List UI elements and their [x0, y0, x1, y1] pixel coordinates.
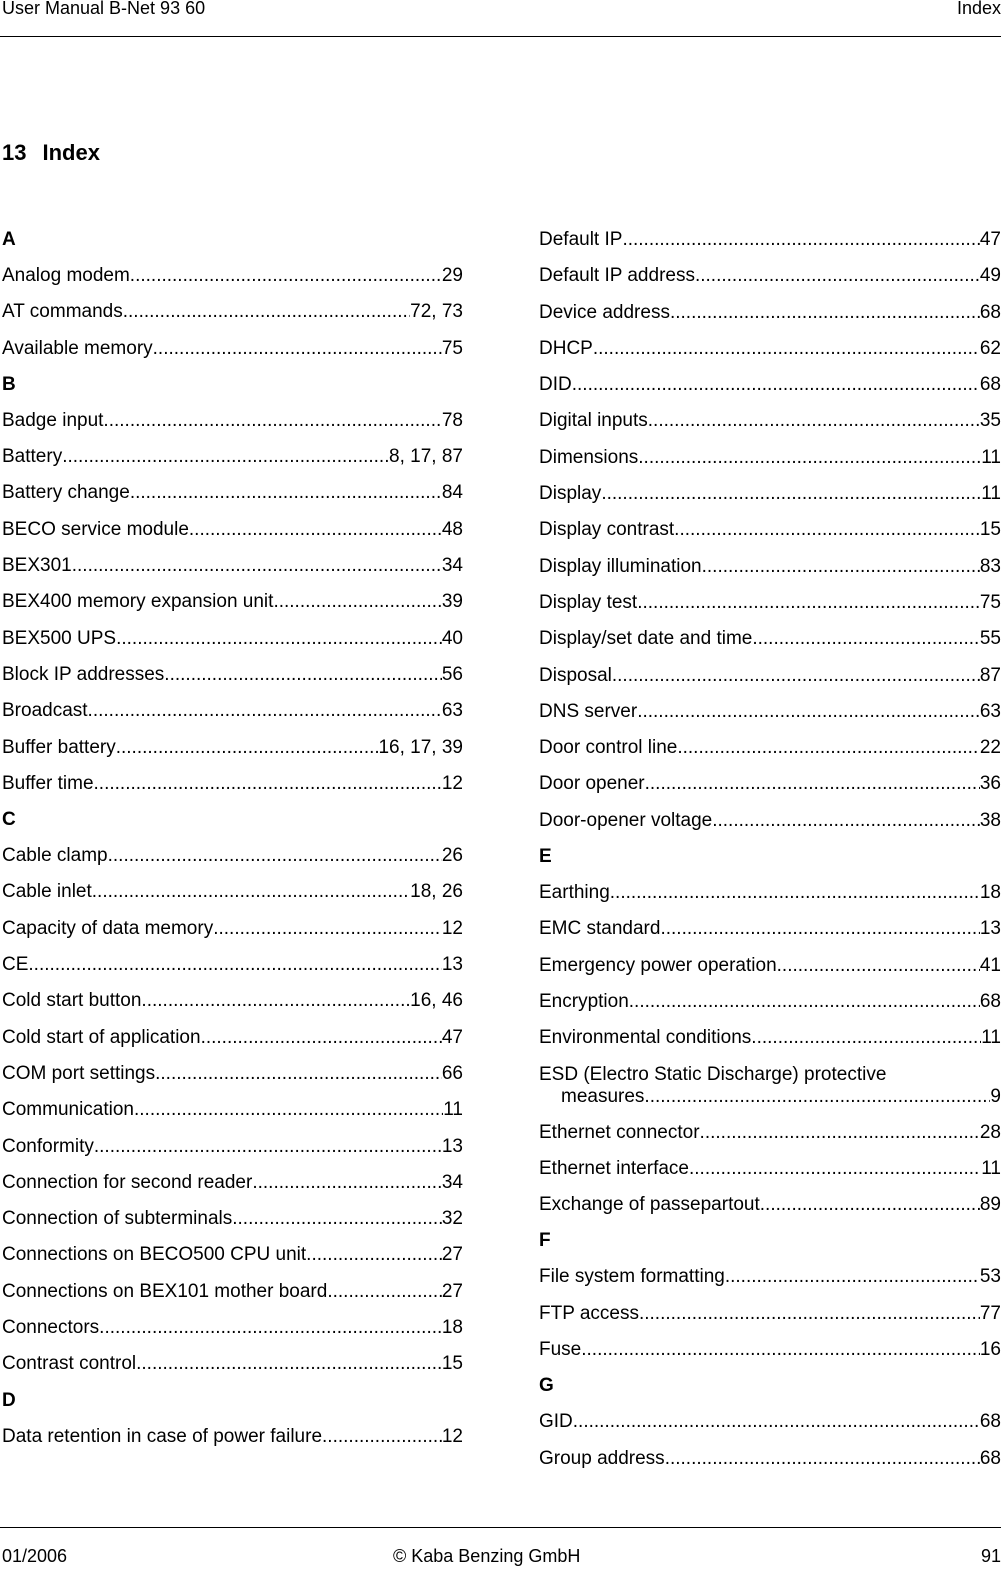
- index-page-refs: 13: [979, 918, 1001, 940]
- index-term-rest: measures: [561, 1085, 645, 1107]
- index-term: Cable inlet: [2, 881, 92, 903]
- index-page-refs: 29: [441, 265, 463, 286]
- index-page-refs: 63: [441, 700, 463, 722]
- index-entry[interactable]: [2, 1346, 463, 1382]
- dot-leader: [153, 331, 442, 367]
- dot-leader: [725, 1259, 980, 1295]
- index-page-refs: 18, 26: [410, 881, 463, 903]
- dot-leader: [92, 874, 410, 910]
- page-header: [0, 0, 1001, 37]
- index-page-refs: 18: [979, 882, 1001, 904]
- dot-leader: [273, 584, 441, 620]
- dot-leader: [639, 1296, 980, 1332]
- index-entry[interactable]: [539, 1332, 1001, 1368]
- dot-leader: [665, 1441, 980, 1477]
- index-entry[interactable]: [539, 1441, 1001, 1477]
- index-page-refs: 40: [441, 627, 463, 649]
- dot-leader: [232, 1201, 442, 1237]
- dot-leader: [130, 475, 442, 511]
- footer-copyright: © Kaba Benzing GmbH: [393, 1546, 581, 1566]
- dot-leader: [622, 222, 979, 258]
- dot-leader: [689, 1151, 981, 1187]
- dot-leader: [322, 1419, 442, 1455]
- dot-leader: [777, 948, 980, 984]
- index-entry[interactable]: [539, 1151, 1001, 1187]
- index-term: EMC standard: [539, 918, 661, 940]
- dot-leader: [637, 694, 980, 730]
- index-entry[interactable]: [2, 1201, 463, 1237]
- dot-leader: [677, 730, 980, 766]
- index-entry[interactable]: [539, 258, 1001, 294]
- index-term: BEX500 UPS: [2, 627, 117, 649]
- index-entry[interactable]: [2, 475, 463, 511]
- index-term: ESD (Electro Static Discharge) protective: [539, 1063, 887, 1085]
- index-term: Display: [539, 483, 602, 505]
- index-page-refs: 11: [981, 1157, 1001, 1179]
- dot-leader: [94, 766, 442, 802]
- index-entry[interactable]: [539, 549, 1001, 585]
- index-term: Device address: [539, 301, 670, 323]
- index-term: Battery change: [2, 482, 130, 504]
- index-page-refs: 11: [981, 446, 1001, 468]
- index-page-refs: 47: [979, 229, 1001, 250]
- dot-leader: [645, 766, 980, 802]
- index-term: DID: [539, 374, 572, 396]
- index-entry[interactable]: [539, 875, 1001, 911]
- index-term: Capacity of data memory: [2, 917, 214, 939]
- index-page-refs: 15: [441, 1353, 463, 1375]
- dot-leader: [72, 548, 442, 584]
- index-term: GID: [539, 1411, 573, 1433]
- index-term: DNS server: [539, 700, 638, 722]
- index-column-right: [539, 222, 1001, 1477]
- index-term: Encryption: [539, 990, 629, 1012]
- index-term: Buffer time: [2, 772, 94, 794]
- dot-leader: [660, 911, 979, 947]
- index-term: Disposal: [539, 664, 612, 686]
- index-letter-heading: C: [2, 809, 16, 831]
- index-term: BECO service module: [2, 518, 189, 540]
- header-document-title: User Manual B-Net 93 60: [2, 0, 206, 18]
- index-page-refs: 47: [441, 1026, 463, 1048]
- index-entry[interactable]: [539, 984, 1001, 1020]
- index-entry[interactable]: [2, 838, 463, 874]
- index-term: COM port settings: [2, 1062, 156, 1084]
- index-letter-heading: D: [2, 1389, 16, 1411]
- dot-leader: [702, 549, 980, 585]
- index-entry[interactable]: [2, 730, 463, 766]
- dot-leader: [670, 295, 980, 331]
- index-page-refs: 8, 17, 87: [389, 446, 463, 468]
- index-term: Block IP addresses: [2, 663, 165, 685]
- dot-leader: [116, 621, 442, 657]
- index-term: Cold start of application: [2, 1026, 201, 1048]
- index-entry[interactable]: [2, 1092, 463, 1128]
- index-entry[interactable]: [539, 367, 1001, 403]
- dot-leader: [581, 1332, 980, 1368]
- index-term: Connectors: [2, 1317, 100, 1339]
- index-page-refs: 84: [441, 482, 463, 504]
- index-entry[interactable]: [539, 1020, 1001, 1056]
- index-page-refs: 68: [979, 990, 1001, 1012]
- dot-leader: [593, 331, 980, 367]
- dot-leader: [751, 1020, 981, 1056]
- index-entry[interactable]: [539, 1404, 1001, 1440]
- dot-leader: [134, 1092, 443, 1128]
- index-term: BEX301: [2, 555, 72, 577]
- index-entry[interactable]: [539, 440, 1001, 476]
- index-term: FTP access: [539, 1302, 639, 1324]
- dot-leader: [752, 621, 980, 657]
- index-page-refs: 53: [979, 1266, 1001, 1288]
- index-page-refs: 13: [441, 954, 463, 976]
- index-term: AT commands: [2, 301, 123, 323]
- dot-leader: [99, 1310, 442, 1346]
- dot-leader: [610, 875, 980, 911]
- dot-leader: [136, 1346, 442, 1382]
- index-entry[interactable]: [2, 1129, 463, 1165]
- dot-leader: [108, 838, 442, 874]
- index-entry[interactable]: [539, 1259, 1001, 1295]
- dot-leader: [644, 1086, 990, 1108]
- index-term: Environmental conditions: [539, 1027, 752, 1049]
- index-page-refs: 13: [441, 1135, 463, 1157]
- index-entry[interactable]: [2, 548, 463, 584]
- index-page-refs: 12: [441, 917, 463, 939]
- index-page-refs: 15: [979, 519, 1001, 541]
- index-entry[interactable]: [539, 730, 1001, 766]
- dot-leader: [629, 984, 980, 1020]
- index-term: Default IP: [539, 229, 623, 250]
- index-entry[interactable]: [539, 766, 1001, 802]
- index-page-refs: 68: [979, 374, 1001, 396]
- index-term: Badge input: [2, 409, 104, 431]
- index-page-refs: 34: [441, 555, 463, 577]
- dot-leader: [695, 258, 980, 294]
- footer-date: 01/2006: [2, 1546, 68, 1566]
- dot-leader: [700, 1115, 980, 1151]
- index-page-refs: 55: [979, 628, 1001, 650]
- index-entry[interactable]: [2, 621, 463, 657]
- chapter-number: 13: [2, 140, 27, 165]
- dot-leader: [573, 1404, 980, 1440]
- index-page-refs: 41: [979, 954, 1001, 976]
- index-term-continuation: [539, 1086, 1001, 1108]
- page-title: [2, 140, 100, 166]
- index-page-refs: 26: [441, 845, 463, 867]
- index-entry[interactable]: [539, 911, 1001, 947]
- index-letter-heading: E: [539, 846, 552, 868]
- index-term: Display/set date and time: [539, 628, 753, 650]
- index-entry[interactable]: [539, 803, 1001, 839]
- index-term: DHCP: [539, 337, 593, 359]
- index-entry[interactable]: [2, 1274, 463, 1310]
- index-term: Battery: [2, 446, 63, 468]
- index-entry[interactable]: [539, 331, 1001, 367]
- index-term: Emergency power operation: [539, 954, 777, 976]
- index-page-refs: 16: [979, 1339, 1001, 1361]
- dot-leader: [88, 693, 442, 729]
- index-term: Door-opener voltage: [539, 809, 713, 831]
- index-entry[interactable]: [2, 911, 463, 947]
- dot-leader: [103, 403, 441, 439]
- index-page-refs: 12: [441, 1425, 463, 1447]
- index-term: Buffer battery: [2, 736, 116, 758]
- index-entry[interactable]: [2, 403, 463, 439]
- index-page-refs: 36: [979, 773, 1001, 795]
- footer-page-number: 91: [980, 1546, 1001, 1566]
- index-term: Group address: [539, 1447, 665, 1469]
- index-term: Cold start button: [2, 990, 142, 1012]
- index-entry[interactable]: [2, 258, 463, 294]
- index-term: BEX400 memory expansion unit: [2, 591, 274, 613]
- index-page-refs: 49: [979, 265, 1001, 287]
- index-entry[interactable]: [539, 476, 1001, 512]
- index-page-refs: 68: [979, 1411, 1001, 1433]
- dot-leader: [28, 947, 441, 983]
- index-entry[interactable]: [539, 295, 1001, 331]
- dot-leader: [638, 440, 981, 476]
- index-entry[interactable]: [2, 947, 463, 983]
- index-entry[interactable]: [539, 222, 1001, 258]
- chapter-title: Index: [42, 140, 100, 165]
- index-letter-heading: F: [539, 1230, 551, 1252]
- index-term: File system formatting: [539, 1266, 725, 1288]
- index-letter-heading: B: [2, 373, 16, 395]
- index-term: Door opener: [539, 773, 645, 795]
- index-entry[interactable]: [2, 766, 463, 802]
- dot-leader: [201, 1020, 442, 1056]
- index-column-left: [2, 222, 463, 1455]
- index-page-refs: 16, 17, 39: [378, 736, 463, 758]
- index-term: Available memory: [2, 337, 153, 359]
- index-term: Dimensions: [539, 446, 639, 468]
- index-page-refs: 78: [441, 409, 463, 431]
- index-term: Digital inputs: [539, 410, 648, 432]
- index-page-refs: 77: [979, 1302, 1001, 1324]
- index-term: Earthing: [539, 882, 610, 904]
- index-page-refs: 11: [443, 1099, 463, 1121]
- index-page-refs: 63: [979, 700, 1001, 722]
- index-page-refs: 89: [979, 1194, 1001, 1216]
- index-page-refs: 18: [441, 1317, 463, 1339]
- dot-leader: [572, 367, 980, 403]
- index-page-refs: 48: [441, 518, 463, 540]
- index-term: Display illumination: [539, 555, 702, 577]
- index-page-refs: 22: [979, 737, 1001, 759]
- index-entry[interactable]: [2, 657, 463, 693]
- index-term: Connection for second reader: [2, 1171, 253, 1193]
- index-page-refs: 62: [979, 337, 1001, 359]
- dot-leader: [637, 585, 980, 621]
- index-term: Conformity: [2, 1135, 94, 1157]
- dot-leader: [252, 1165, 442, 1201]
- index-entry[interactable]: [2, 331, 463, 367]
- index-term: Exchange of passepartout: [539, 1194, 760, 1216]
- index-term: Connections on BECO500 CPU unit: [2, 1244, 307, 1266]
- index-term: Data retention in case of power failure: [2, 1425, 323, 1447]
- dot-leader: [155, 1056, 442, 1092]
- index-page-refs: 56: [441, 663, 463, 685]
- index-letter-heading: G: [539, 1375, 554, 1397]
- index-page-refs: 75: [441, 337, 463, 359]
- index-term: Display contrast: [539, 519, 675, 541]
- index-page-refs: 66: [441, 1062, 463, 1084]
- index-entry[interactable]: [2, 983, 463, 1019]
- index-entry[interactable]: [2, 1237, 463, 1273]
- index-entry[interactable]: [539, 948, 1001, 984]
- index-term: Ethernet connector: [539, 1121, 700, 1143]
- index-page-refs: 32: [441, 1208, 463, 1230]
- dot-leader: [189, 512, 442, 548]
- index-entry[interactable]: [539, 694, 1001, 730]
- dot-leader: [116, 730, 379, 766]
- index-term: Contrast control: [2, 1353, 137, 1375]
- dot-leader: [306, 1237, 442, 1273]
- index-page-refs: 9: [990, 1085, 1001, 1107]
- index-entry[interactable]: [539, 1187, 1001, 1223]
- dot-leader: [123, 294, 410, 330]
- index-entry[interactable]: [539, 658, 1001, 694]
- index-page-refs: 27: [441, 1280, 463, 1302]
- index-term: Ethernet interface: [539, 1157, 689, 1179]
- index-page-refs: 12: [441, 772, 463, 794]
- index-page-refs: 68: [979, 301, 1001, 323]
- index-term: Analog modem: [2, 265, 130, 286]
- dot-leader: [612, 658, 980, 694]
- dot-leader: [164, 657, 442, 693]
- index-entry[interactable]: [2, 693, 463, 729]
- index-entry[interactable]: [539, 1115, 1001, 1151]
- index-entry[interactable]: [2, 1165, 463, 1201]
- index-entry[interactable]: [2, 1056, 463, 1092]
- page-footer: [0, 1527, 1001, 1566]
- index-entry[interactable]: [2, 1419, 463, 1455]
- index-term: Fuse: [539, 1339, 582, 1361]
- index-entry[interactable]: [539, 1296, 1001, 1332]
- index-entry[interactable]: [2, 584, 463, 620]
- index-term: Default IP address: [539, 265, 695, 287]
- index-page-refs: 34: [441, 1171, 463, 1193]
- dot-leader: [62, 439, 389, 475]
- dot-leader: [327, 1274, 442, 1310]
- dot-leader: [601, 476, 981, 512]
- index-entry[interactable]: [539, 585, 1001, 621]
- index-page-refs: 16, 46: [410, 990, 463, 1012]
- index-page-refs: 35: [979, 410, 1001, 432]
- dot-leader: [213, 911, 442, 947]
- index-term: Cable clamp: [2, 845, 108, 867]
- index-page-refs: 75: [979, 591, 1001, 613]
- index-term: Display test: [539, 591, 638, 613]
- index-term: Door control line: [539, 737, 678, 759]
- index-term: Connection of subterminals: [2, 1208, 233, 1230]
- index-page-refs: 27: [441, 1244, 463, 1266]
- index-page-refs: 87: [979, 664, 1001, 686]
- index-page-refs: 38: [979, 809, 1001, 831]
- dot-leader: [648, 403, 980, 439]
- index-page-refs: 39: [441, 591, 463, 613]
- index-entry[interactable]: [2, 874, 463, 910]
- index-page-refs: 28: [979, 1121, 1001, 1143]
- index-entry[interactable]: [2, 512, 463, 548]
- dot-leader: [94, 1129, 442, 1165]
- index-entry[interactable]: [2, 1310, 463, 1346]
- index-entry[interactable]: [539, 403, 1001, 439]
- header-section-name: Index: [956, 0, 1001, 18]
- dot-leader: [141, 983, 410, 1019]
- index-letter-heading: A: [2, 229, 16, 250]
- index-entry[interactable]: [539, 1057, 1001, 1115]
- dot-leader: [130, 258, 442, 294]
- index-entry[interactable]: [2, 1020, 463, 1056]
- index-entry[interactable]: [2, 294, 463, 330]
- index-term: CE: [2, 954, 29, 976]
- index-page-refs: 11: [981, 1027, 1001, 1049]
- index-entry[interactable]: [2, 439, 463, 475]
- index-page-refs: 83: [979, 555, 1001, 577]
- index-term: Connections on BEX101 mother board: [2, 1280, 328, 1302]
- dot-leader: [674, 512, 980, 548]
- index-page-refs: 11: [981, 483, 1001, 505]
- index-term: Broadcast: [2, 700, 88, 722]
- index-entry[interactable]: [539, 512, 1001, 548]
- dot-leader: [760, 1187, 980, 1223]
- index-entry[interactable]: [539, 621, 1001, 657]
- index-term: Communication: [2, 1099, 134, 1121]
- index-page-refs: 72, 73: [410, 301, 463, 323]
- dot-leader: [712, 803, 980, 839]
- index-page-refs: 68: [979, 1447, 1001, 1469]
